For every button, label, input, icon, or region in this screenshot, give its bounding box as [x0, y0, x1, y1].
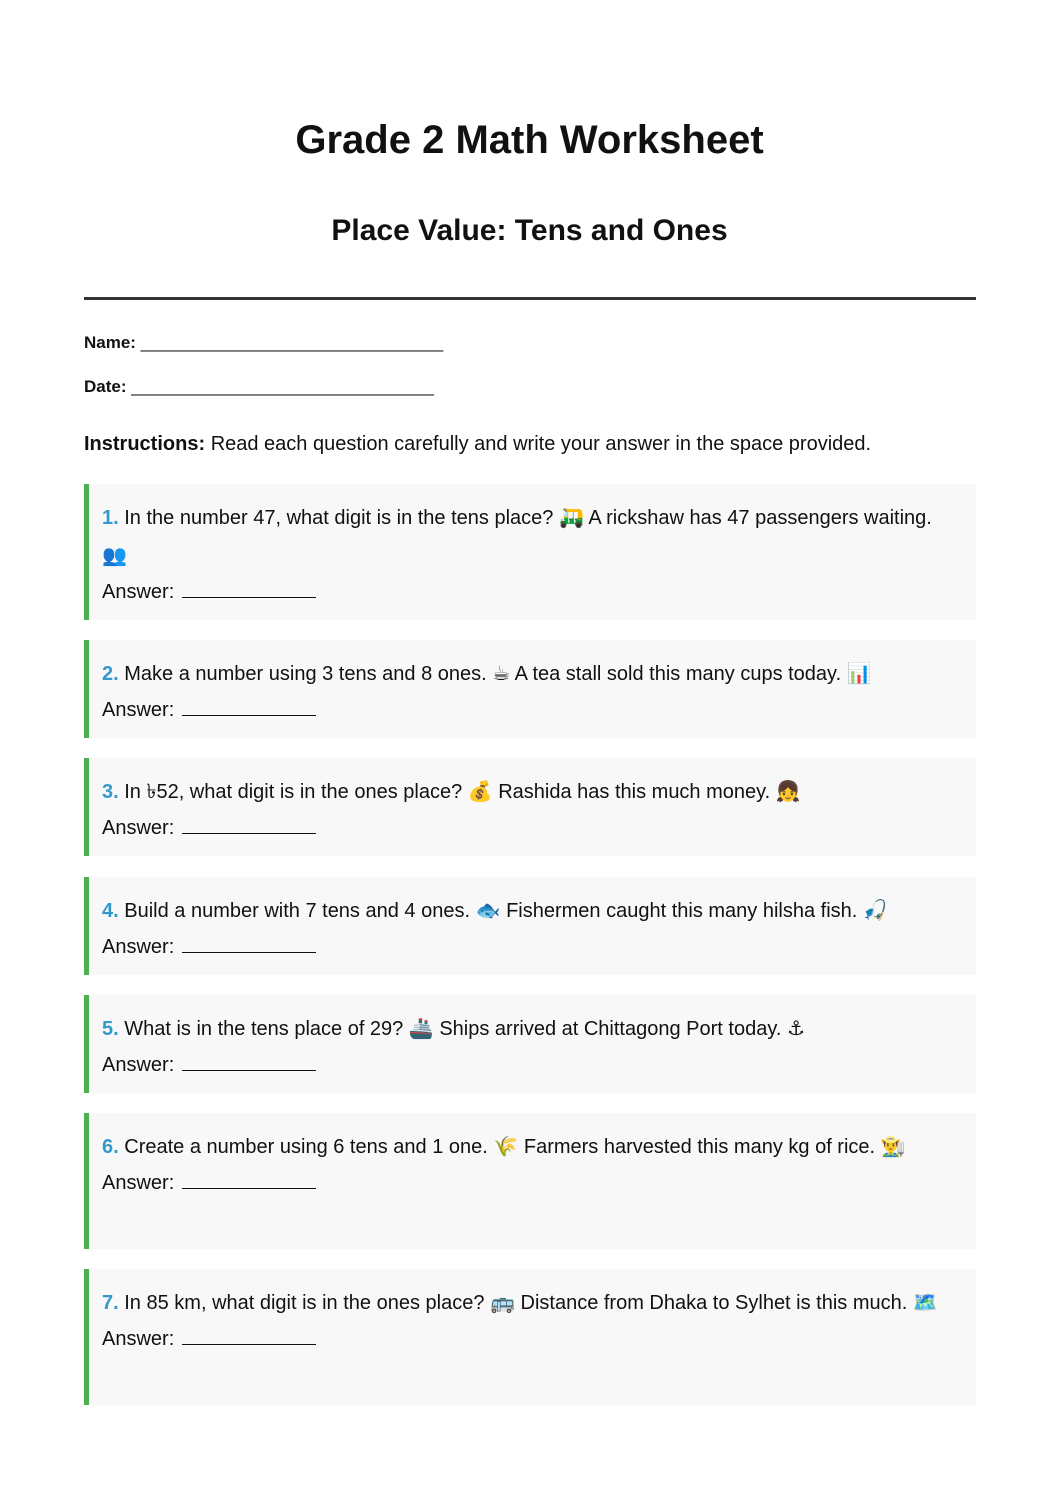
answer-blank[interactable]: [182, 930, 316, 953]
answer-blank[interactable]: [182, 1048, 316, 1071]
header-divider: [84, 297, 976, 300]
world-map-icon: 🗺️: [912, 1290, 938, 1314]
name-field[interactable]: [84, 333, 443, 353]
answer-row: [102, 1166, 956, 1200]
question-context: A rickshaw has 47 passengers waiting.: [588, 507, 932, 529]
answer-row: [102, 693, 956, 727]
question-text: Create a number using 6 tens and 1 one.: [124, 1136, 488, 1158]
anchor-icon: ⚓: [786, 1016, 805, 1040]
answer-label: Answer:: [102, 699, 175, 721]
name-line[interactable]: ________________________________: [140, 333, 444, 352]
rice-sheaf-icon: 🌾: [493, 1134, 519, 1158]
question-2: [84, 640, 976, 738]
date-line[interactable]: ________________________________: [131, 377, 434, 396]
question-number: 6.: [102, 1136, 119, 1158]
ship-icon: 🚢: [408, 1016, 434, 1040]
answer-row: [102, 811, 956, 845]
question-5: [84, 995, 976, 1093]
question-text: What is in the tens place of 29?: [124, 1018, 404, 1040]
answer-label: Answer:: [102, 936, 175, 958]
question-text: In the number 47, what digit is in the tens place?: [124, 507, 554, 529]
answer-label: Answer:: [102, 581, 175, 603]
answer-blank[interactable]: [182, 811, 316, 834]
question-context: Fishermen caught this many hilsha fish.: [506, 900, 858, 922]
answer-blank[interactable]: [182, 1322, 316, 1345]
question-6: [84, 1113, 976, 1249]
question-text: Build a number with 7 tens and 4 ones.: [124, 900, 471, 922]
bus-icon: 🚌: [490, 1290, 515, 1314]
auto-rickshaw-icon: 🛺: [558, 505, 584, 529]
hot-beverage-icon: ☕: [492, 661, 511, 685]
question-context: Farmers harvested this many kg of rice.: [523, 1136, 876, 1158]
name-label: Name:: [84, 333, 136, 352]
question-context: Rashida has this much money.: [498, 781, 771, 803]
question-text: In 85 km, what digit is in the ones place?: [124, 1292, 485, 1314]
answer-blank[interactable]: [182, 1166, 316, 1189]
page-title: Grade 2 Math Worksheet: [295, 118, 764, 162]
date-label: Date:: [84, 377, 127, 396]
farmer-icon: 👨‍🌾: [880, 1134, 906, 1158]
girl-icon: 👧: [775, 779, 801, 803]
instructions-label: Instructions:: [84, 433, 206, 455]
fish-icon: 🐟: [475, 898, 501, 922]
question-7: [84, 1269, 976, 1405]
answer-label: Answer:: [102, 1172, 175, 1194]
answer-label: Answer:: [102, 1054, 175, 1076]
question-number: 2.: [102, 663, 119, 685]
instructions: [84, 433, 871, 456]
bar-chart-icon: 📊: [846, 661, 872, 685]
answer-label: Answer:: [102, 817, 175, 839]
question-text: In ৳52, what digit is in the ones place?: [124, 781, 463, 803]
instructions-text: Read each question carefully and write your answer in the space provided.: [210, 433, 872, 455]
question-number: 1.: [102, 507, 119, 529]
money-bag-icon: 💰: [467, 779, 493, 803]
question-1: [84, 484, 976, 620]
answer-blank[interactable]: [182, 693, 316, 716]
answer-blank[interactable]: [182, 575, 316, 598]
question-context: Ships arrived at Chittagong Port today.: [439, 1018, 782, 1040]
question-context: A tea stall sold this many cups today.: [514, 663, 842, 685]
answer-row: [102, 1048, 956, 1082]
answer-row: [102, 930, 956, 964]
question-3: [84, 758, 976, 856]
question-number: 4.: [102, 900, 119, 922]
answer-row: [102, 1322, 956, 1356]
question-number: 3.: [102, 781, 119, 803]
question-number: 7.: [102, 1292, 119, 1314]
people-icon: 👥: [102, 543, 127, 567]
date-field[interactable]: [84, 377, 434, 397]
answer-label: Answer:: [102, 1328, 175, 1350]
answer-row: [102, 575, 956, 609]
question-number: 5.: [102, 1018, 119, 1040]
question-4: [84, 877, 976, 975]
question-context: Distance from Dhaka to Sylhet is this much.: [520, 1292, 908, 1314]
fishing-pole-icon: 🎣: [862, 898, 888, 922]
page-subtitle: Place Value: Tens and Ones: [331, 214, 728, 247]
question-text: Make a number using 3 tens and 8 ones.: [124, 663, 487, 685]
